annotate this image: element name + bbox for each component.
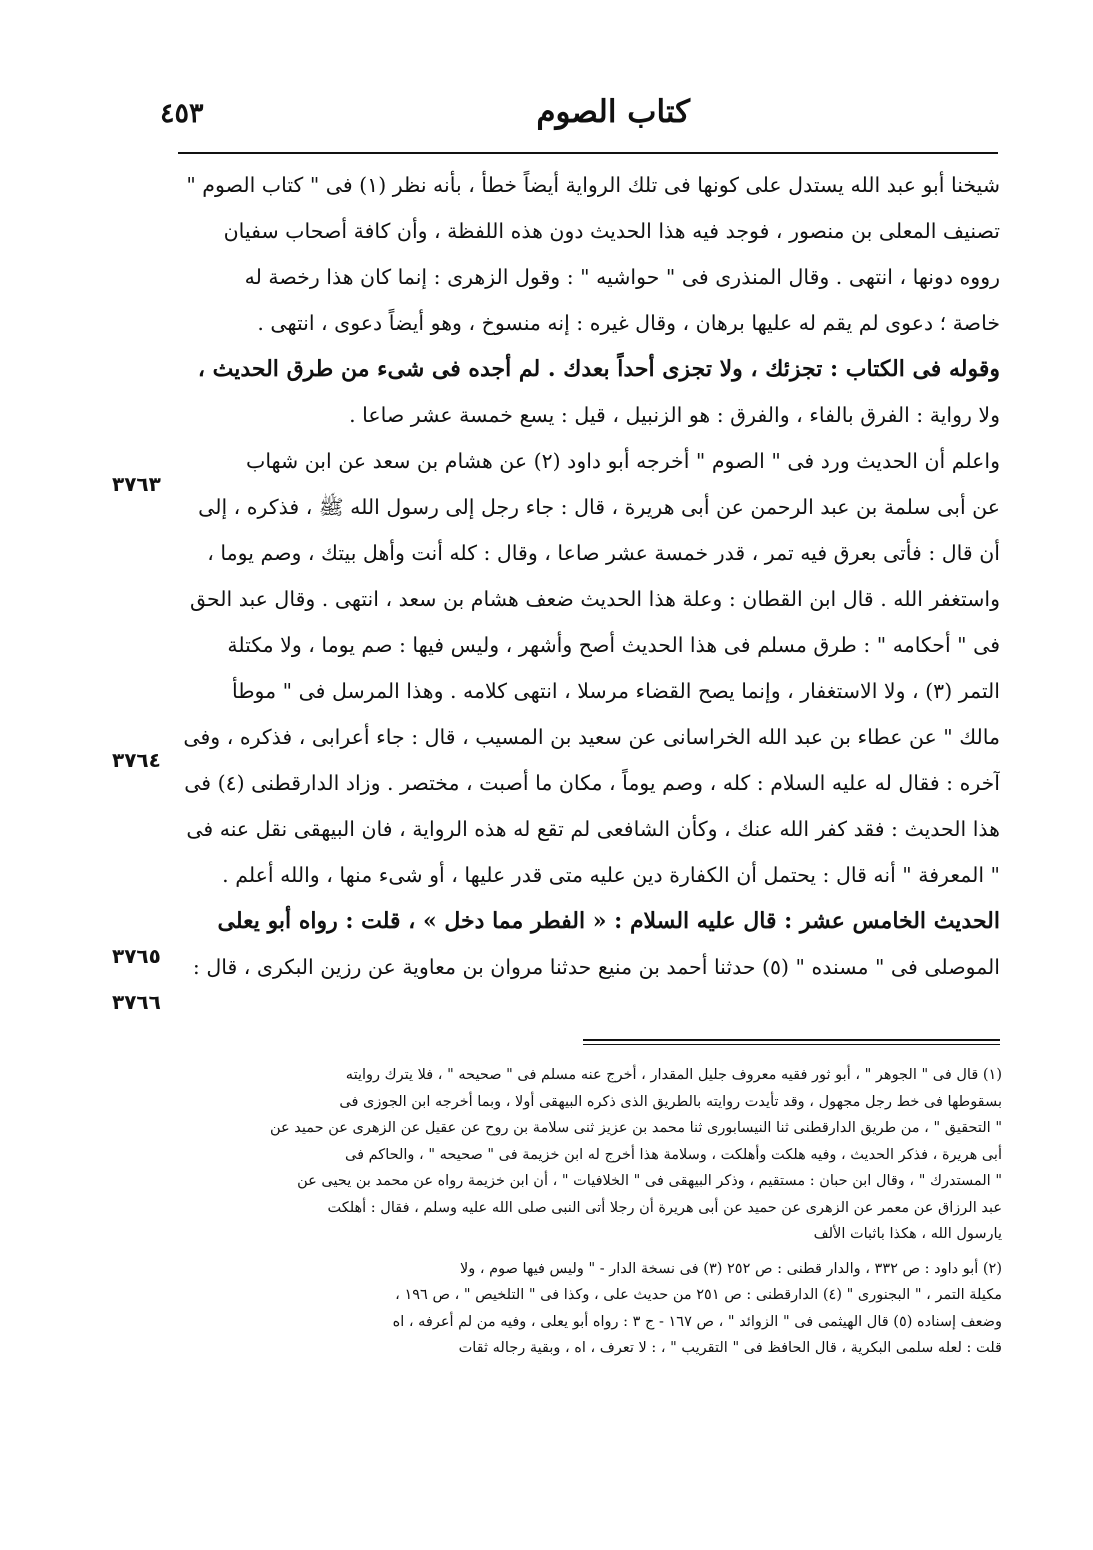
hadith-number: ٣٧٦٦ — [112, 990, 161, 1014]
text-line: آخره : فقال له عليه السلام : كله ، وصم يوماً ، مكان ما أصبت ، مختصر . وزاد الدارقطنى (٤) فى — [184, 771, 1000, 795]
text-line: شيخنا أبو عبد الله يستدل على كونها فى تلك الرواية أيضاً خطأ ، بأنه نظر (١) فى " كتاب الصوم " — [186, 173, 1000, 197]
footnote-rule — [583, 1039, 1000, 1041]
text-line: تصنيف المعلى بن منصور ، فوجد فيه هذا الحديث دون هذه اللفظة ، وأن كافة أصحاب سفيان — [223, 219, 1000, 243]
footnote-gap — [176, 1248, 1002, 1256]
footnote-line: " التحقيق " ، من طريق الدارقطنى ثنا النيسابورى ثنا محمد بن عزيز ثنى سلامة بن روح عن عقيل عن الزهرى عن حميد عن — [270, 1120, 1002, 1136]
footnote-line: قلت : لعله سلمى البكرية ، قال الحافظ فى " التقريب " ، : لا تعرف ، اه ، وبقية رجاله ثقات — [458, 1340, 1002, 1356]
text-line: مالك " عن عطاء بن عبد الله الخراسانى عن سعيد بن المسيب ، قال : جاء أعرابى ، فذكره ، وفى — [183, 725, 1000, 749]
footnote-line: " المستدرك " ، وقال ابن حبان : مستقيم ، وذكر البيهقى فى " الخلافيات " ، أن ابن خزيمة رواه عن محمد بن يحيى عن — [297, 1173, 1002, 1189]
hadith-number: ٣٧٦٤ — [112, 748, 161, 772]
text-line: الموصلى فى " مسنده " (٥) حدثنا أحمد بن منيع حدثنا مروان بن معاوية عن رزين البكرى ، قال : — [192, 955, 1000, 979]
text-line: ولا رواية : الفرق بالفاء ، والفرق : هو الزنبيل ، قيل : يسع خمسة عشر صاعا . — [349, 403, 1000, 427]
text-line: رووه دونها ، انتهى . وقال المنذرى فى " حواشيه " : وقول الزهرى : إنما كان هذا رخصة له — [244, 265, 1000, 289]
text-line: عن أبى سلمة بن عبد الرحمن عن أبى هريرة ، قال : جاء رجل إلى رسول الله ﷺ ، فذكره ، إلى — [198, 495, 1000, 519]
running-title: كتاب الصوم — [536, 94, 690, 130]
footnote-line: بسقوطها فى خط رجل مجهول ، وقد تأيدت روايته بالطريق الذى ذكره البيهقى أولا ، وبما أخرجه ابن الجوزى فى — [339, 1093, 1002, 1110]
footnote-line: يارسول الله ، هكذا باثبات الألف — [813, 1226, 1002, 1242]
text-line: فى " أحكامه " : طرق مسلم فى هذا الحديث أصح وأشهر ، وليس فيها : صم يوما ، ولا مكتلة — [227, 633, 1000, 657]
hadith-number: ٣٧٦٥ — [112, 944, 161, 968]
footnote-line: (١) قال فى " الجوهر " ، أبو ثور فقيه معروف جليل المقدار ، أخرج عنه مسلم فى " صحيحه " ، فلا يترك روايته — [345, 1067, 1002, 1083]
footnote-line: عبد الرزاق عن معمر عن الزهرى عن حميد عن أبى هريرة أن رجلا أتى النبى صلى الله عليه وسلم ، فقال : أهلكت — [327, 1199, 1002, 1216]
page-header — [160, 86, 980, 146]
text-line: التمر (٣) ، ولا الاستغفار ، وإنما يصح القضاء مرسلا ، انتهى كلامه . وهذا المرسل فى " موطأ — [231, 679, 1000, 703]
text-line-heading: الحديث الخامس عشر : قال عليه السلام : « الفطر مما دخل » ، قلت : رواه أبو يعلى — [217, 908, 1000, 934]
footnote-line: أبى هريرة ، فذكر الحديث ، وفيه هلكت وأهلكت ، وسلامة هذا أخرج له ابن خزيمة فى " صحيحه " ، والحاكم فى — [345, 1146, 1002, 1163]
text-line: " المعرفة " أنه قال : يحتمل أن الكفارة دين عليه متى قدر عليها ، أو شىء منها ، والله أعلم . — [222, 863, 1000, 887]
footnote-rule — [583, 1044, 1000, 1045]
footnote-line: وضعف إسناده (٥) قال الهيثمى فى " الزوائد " ، ص ١٦٧ - ج ٣ : رواه أبو يعلى ، وفيه من لم أعرفه ، اه — [392, 1313, 1002, 1330]
page-number: ٤٥٣ — [160, 98, 204, 129]
main-text — [178, 162, 1000, 990]
footnotes — [176, 1062, 1002, 1362]
footnote-line: (٢) أبو داود : ص ٣٣٢ ، والدار قطنى : ص ٢٥٢ (٣) فى نسخة الدار - " وليس فيها صوم ، ولا — [459, 1260, 1002, 1277]
text-line: هذا الحديث : فقد كفر الله عنك ، وكأن الشافعى لم تقع له هذه الرواية ، فان البيهقى نقل عنه فى — [186, 817, 1000, 841]
footnote-line: مكيلة التمر ، " البجنورى " (٤) الدارقطنى : ص ٢٥١ من حديث على ، وكذا فى " التلخيص " ، ص ١٩٦ ، — [395, 1287, 1002, 1303]
text-line: أن قال : فأتى بعرق فيه تمر ، قدر خمسة عشر صاعا ، وقال : كله أنت وأهل بيتك ، وصم يوما ، — [207, 541, 1000, 565]
text-line: خاصة ؛ دعوى لم يقم له عليها برهان ، وقال غيره : إنه منسوخ ، وهو أيضاً دعوى ، انتهى . — [257, 311, 1000, 335]
text-line: واعلم أن الحديث ورد فى " الصوم " أخرجه أبو داود (٢) عن هشام بن سعد عن ابن شهاب — [246, 449, 1000, 473]
text-line-heading: وقوله فى الكتاب : تجزئك ، ولا تجزى أحداً بعدك . لم أجده فى شىء من طرق الحديث ، — [197, 356, 1000, 382]
hadith-number: ٣٧٦٣ — [112, 472, 161, 496]
text-line: واستغفر الله . قال ابن القطان : وعلة هذا الحديث ضعف هشام بن سعد ، انتهى . وقال عبد الحق — [189, 587, 1000, 611]
header-rule — [178, 152, 998, 154]
